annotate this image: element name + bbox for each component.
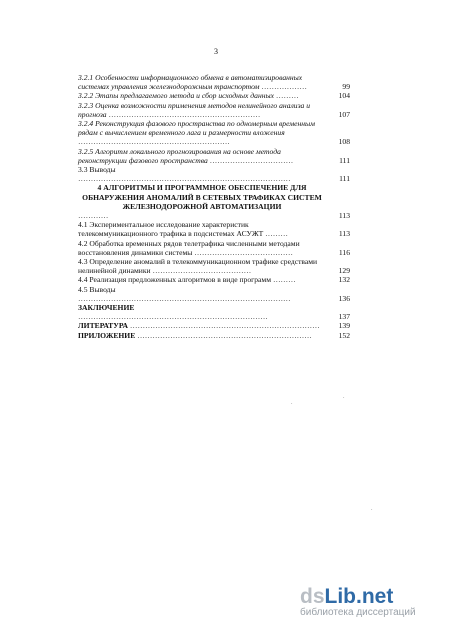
toc-leader-dots: ……… (275, 91, 299, 101)
toc-page-number: 139 (338, 321, 350, 331)
toc-entry-text: 3.3 Выводы (78, 165, 116, 175)
toc-entry (78, 183, 350, 220)
toc-page-number: 152 (338, 330, 350, 340)
toc-page-number: 99 (342, 82, 350, 92)
logo-subtitle: библиотека диссертаций (300, 607, 416, 618)
toc-entry-text: 3.2.5 Алгоритм локального прогнозирования на основе метода реконструкции фазового пространства (78, 146, 281, 165)
page-number: 3 (214, 47, 218, 56)
toc-page-number: 129 (338, 266, 350, 276)
toc-page-number: 136 (338, 293, 350, 303)
toc-entry (78, 321, 350, 330)
toc-leader-dots: ………………………………………………………………………… (78, 293, 291, 303)
toc-entry-text: 3.2.1 Особенности информационного обмена в автоматизированных системах управления железнодорожным транспортом (78, 73, 303, 92)
toc-entry (78, 91, 350, 100)
toc-page-number: 113 (338, 211, 350, 221)
toc-entry (78, 275, 350, 284)
logo-brand-right: Lib.net (324, 585, 394, 608)
toc-entry (78, 119, 350, 147)
toc-entry-text: 4.1 Экспериментальное исследование характеристик телекоммуникационного трафика в подсистемах АСУЖТ (78, 220, 264, 239)
toc-leader-dots: ………………………………… (194, 247, 293, 257)
toc-entry (78, 303, 350, 321)
scan-speck: . (343, 394, 345, 400)
toc-page-number: 137 (338, 312, 350, 322)
toc-entry (78, 257, 350, 275)
toc-leader-dots: ………………………………… (152, 266, 252, 276)
toc-entry-text: ЛИТЕРАТУРА (78, 321, 128, 331)
toc-entry-text: 4.5 Выводы (78, 284, 116, 294)
toc-entry-text: ПРИЛОЖЕНИЕ (78, 330, 136, 340)
scan-speck: . (291, 400, 293, 406)
toc-page-number: 111 (339, 174, 350, 184)
toc-leader-dots: …………………………………………………… (78, 137, 230, 147)
logo-brand-left: ds (300, 585, 325, 608)
toc-entry-text: 4.2 Обработка временных рядов телетрафика численными методами восстановления динамики системы (78, 238, 300, 257)
toc-entry-text: 3.2.3 Оценка возможности применения методов нелинейного анализа и прогноза (78, 100, 311, 119)
toc-entry (78, 147, 350, 165)
toc-entry (78, 101, 350, 119)
scan-speck: . (371, 506, 373, 512)
dslib-watermark-logo (300, 585, 445, 633)
toc-entry (78, 285, 350, 303)
toc-leader-dots: ………… (78, 211, 109, 221)
toc-page-number: 132 (338, 275, 350, 285)
toc-page-number: 113 (338, 229, 350, 239)
toc-page-number: 104 (338, 91, 350, 101)
toc-leader-dots: …………………………………………………… (108, 109, 261, 119)
toc-entry (78, 220, 350, 238)
toc-page-number: 107 (338, 109, 350, 119)
toc-leader-dots: ………………………………………………………………………… (78, 174, 291, 184)
toc-entry (78, 165, 350, 183)
toc-leader-dots: ……… (272, 275, 296, 285)
toc-leader-dots: ………………………………………………………………… (78, 312, 268, 322)
toc-page-number: 108 (338, 137, 350, 147)
toc-entry-text: 4 АЛГОРИТМЫ И ПРОГРАММНОЕ ОБЕСПЕЧЕНИЕ ДЛЯ ОБНАРУЖЕНИЯ АНОМАЛИЙ В СЕТЕВЫХ ТРАФИКАХ СИСТЕМ ЖЕЛЕЗНОДОРОЖНОЙ АВТОМАТИЗАЦИИ (82, 183, 322, 211)
toc-entry-text: 3.2.4 Реконструкция фазового пространства по одномерным временным рядам с вычислением временного лага и размерности вложения (78, 119, 316, 138)
toc-leader-dots: ……… (265, 229, 288, 239)
toc-entry (78, 73, 350, 91)
toc-entry-text: ЗАКЛЮЧЕНИЕ (78, 303, 135, 313)
table-of-contents (78, 73, 350, 340)
toc-entry (78, 239, 350, 257)
toc-leader-dots: ……………… (261, 82, 307, 92)
toc-leader-dots: ………………………………………………………………… (129, 321, 320, 331)
toc-entry-text: 3.2.2 Этапы предлагаемого метода и сбор исходных данных (78, 91, 274, 101)
toc-entry (78, 331, 350, 340)
toc-entry-text: 4.3 Определение аномалий в телекоммуникационном трафике средствами нелинейной динамики (78, 257, 318, 276)
toc-entry-text: 4.4 Реализация предложенных алгоритмов в виде программ (78, 275, 272, 285)
toc-page-number: 116 (338, 247, 350, 257)
toc-page-number: 111 (339, 155, 350, 165)
toc-leader-dots: …………………………………………………………… (137, 330, 312, 340)
toc-leader-dots: …………………………… (209, 155, 294, 165)
